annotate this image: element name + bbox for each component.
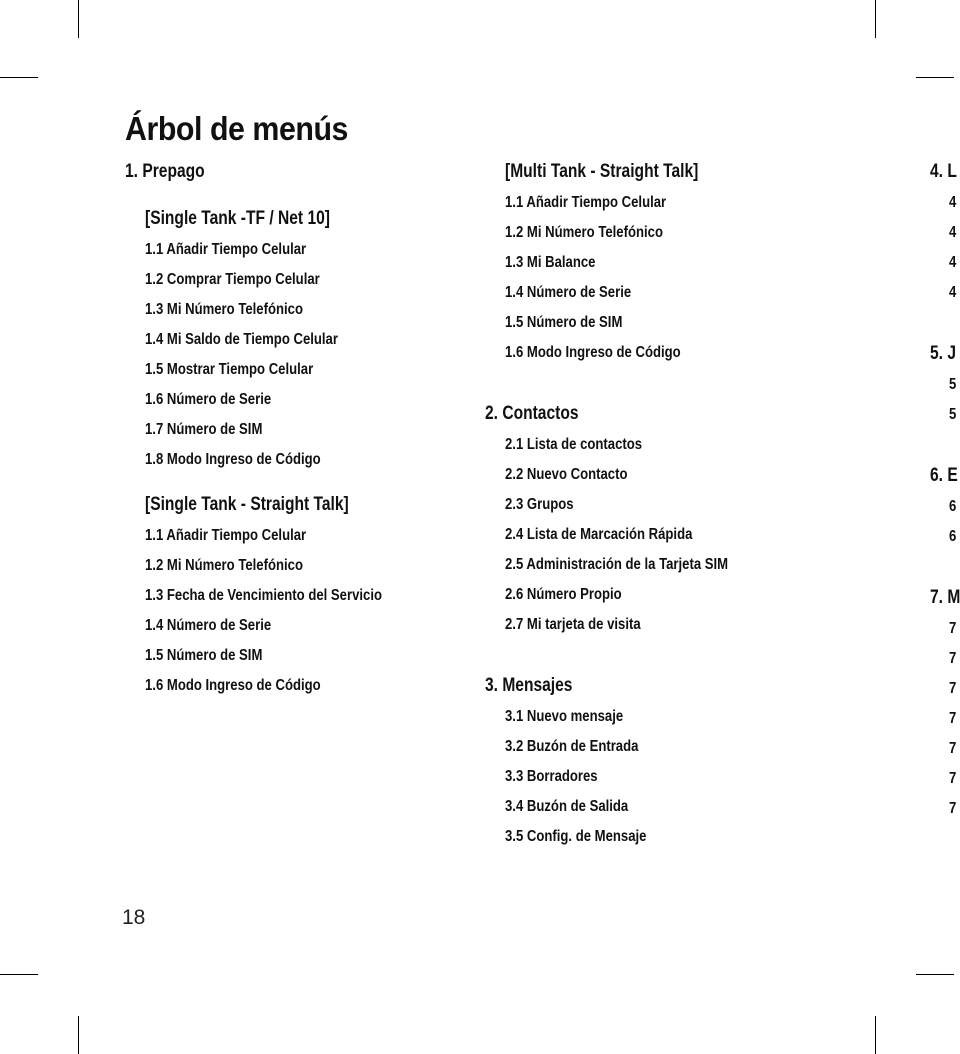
section-prepago: 1. Prepago [125,161,205,182]
group-heading: [Single Tank -TF / Net 10] [145,208,330,229]
menu-item: 1.3 Mi Balance [505,254,596,271]
menu-item: 1.4 Número de Serie [505,284,632,301]
menu-item: 3.5 Config. de Mensaje [505,828,647,845]
group-heading: [Multi Tank - Straight Talk] [505,161,699,182]
menu-item: 1.4 Número de Serie [145,617,272,634]
menu-item: 1.7 Número de SIM [145,421,263,438]
group-heading: [Single Tank - Straight Talk] [145,494,349,515]
menu-item: 4 [949,224,957,241]
menu-item: 1.3 Mi Número Telefónico [145,301,303,318]
menu-item: 1.2 Mi Número Telefónico [145,557,303,574]
crop-mark [916,974,954,975]
section-contactos: 2. Contactos [485,403,579,424]
menu-item: 1.6 Modo Ingreso de Código [145,677,321,694]
menu-item: 1.6 Número de Serie [145,391,272,408]
menu-item: 7 [949,800,957,817]
menu-item: 7 [949,650,957,667]
menu-item: 4 [949,254,957,271]
crop-mark [0,77,38,78]
section-clipped: 5. J [930,343,956,364]
menu-item: 1.1 Añadir Tiempo Celular [145,241,307,258]
menu-item: 3.3 Borradores [505,768,598,785]
menu-item: 2.6 Número Propio [505,586,622,603]
menu-item: 2.7 Mi tarjeta de visita [505,616,641,633]
menu-item: 7 [949,770,957,787]
menu-item: 6 [949,528,957,545]
menu-item: 7 [949,680,957,697]
menu-item: 3.4 Buzón de Salida [505,798,629,815]
menu-item: 1.8 Modo Ingreso de Código [145,451,321,468]
menu-item: 4 [949,284,957,301]
page-title: Árbol de menús [125,110,348,147]
menu-item: 1.6 Modo Ingreso de Código [505,344,681,361]
section-clipped: 7. M [930,587,960,608]
menu-item: 3.1 Nuevo mensaje [505,708,624,725]
menu-item: 1.3 Fecha de Vencimiento del Servicio [145,587,382,604]
menu-item: 7 [949,740,957,757]
menu-item: 7 [949,620,957,637]
crop-mark [916,77,954,78]
menu-item: 2.1 Lista de contactos [505,436,643,453]
menu-item: 5 [949,406,957,423]
menu-item: 1.5 Número de SIM [505,314,623,331]
crop-mark [78,1016,79,1054]
section-clipped: 4. L [930,161,957,182]
menu-item: 2.2 Nuevo Contacto [505,466,628,483]
menu-item: 2.5 Administración de la Tarjeta SIM [505,556,729,573]
menu-item: 1.1 Añadir Tiempo Celular [145,527,307,544]
menu-item: 7 [949,710,957,727]
crop-mark [875,1016,876,1054]
section-mensajes: 3. Mensajes [485,675,573,696]
menu-item: 1.2 Comprar Tiempo Celular [145,271,320,288]
menu-item: 1.2 Mi Número Telefónico [505,224,663,241]
menu-item: 3.2 Buzón de Entrada [505,738,639,755]
menu-item: 5 [949,376,957,393]
menu-item: 1.4 Mi Saldo de Tiempo Celular [145,331,338,348]
menu-item: 1.5 Mostrar Tiempo Celular [145,361,314,378]
crop-mark [78,0,79,38]
crop-mark [0,974,38,975]
menu-item: 6 [949,498,957,515]
menu-item: 1.1 Añadir Tiempo Celular [505,194,667,211]
page-number: 18 [122,906,146,929]
menu-item: 4 [949,194,957,211]
crop-mark [875,0,876,38]
menu-item: 2.4 Lista de Marcación Rápida [505,526,693,543]
section-clipped: 6. E [930,465,958,486]
menu-item: 1.5 Número de SIM [145,647,263,664]
menu-item: 2.3 Grupos [505,496,574,513]
